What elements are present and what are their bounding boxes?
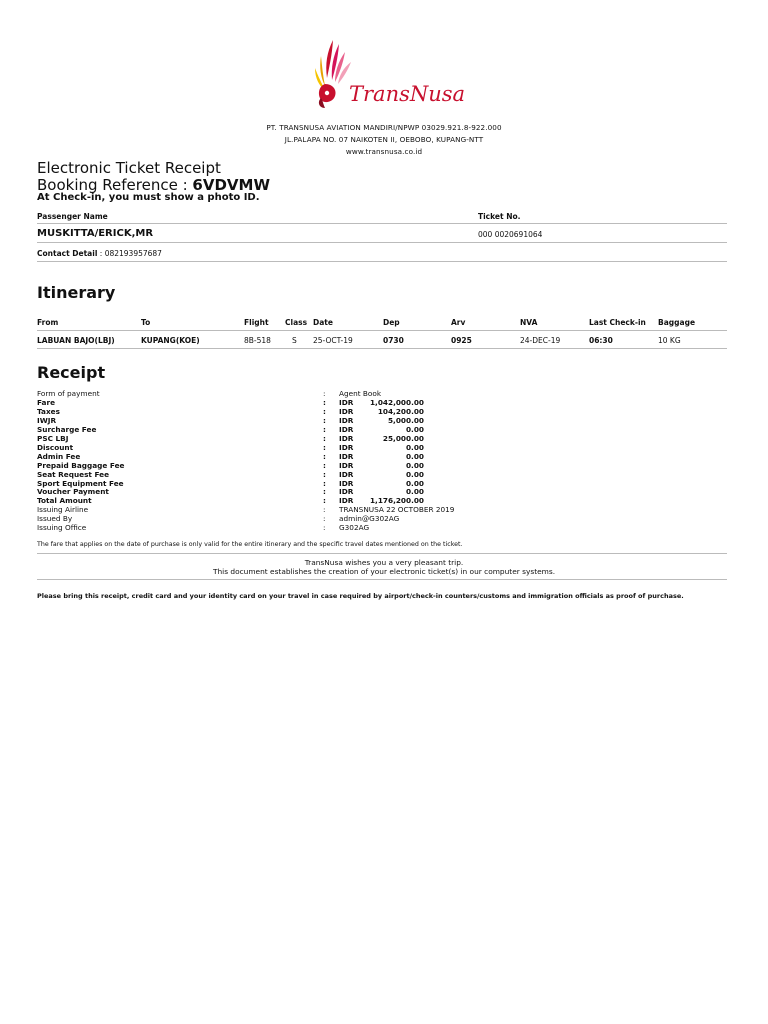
receipt-amount: 0.00 [405,424,424,434]
receipt-colon: : [323,487,326,497]
company-address: JL.PALAPA NO. 07 NAIKOTEN II, OEBOBO, KUPANG-NTT [284,135,484,144]
ticket-number: 000 0020691064 [478,230,543,239]
contact-detail-value: : 082193957687 [99,249,162,258]
col-from: From [37,318,59,327]
divider [37,579,727,580]
cell-nva: 24-DEC-19 [520,336,561,345]
divider [37,261,727,262]
receipt-colon: : [323,514,326,524]
receipt-currency: IDR [339,487,354,497]
col-baggage: Baggage [658,318,696,327]
receipt-label: Prepaid Baggage Fee [37,460,125,470]
contact-detail [37,249,162,258]
receipt-colon: : [323,433,326,443]
receipt-colon: : [323,460,326,470]
receipt-colon: : [323,523,326,533]
cell-arv: 0925 [451,336,472,345]
company-website: www.transnusa.co.id [345,147,423,156]
receipt-currency: IDR [339,496,354,506]
receipt-amount: 0.00 [405,442,424,452]
receipt-colon: : [323,451,326,461]
receipt-currency: IDR [339,451,354,461]
col-date: Date [313,318,333,327]
receipt-label: Sport Equipment Fee [37,478,124,488]
cell-to: KUPANG(KOE) [141,336,200,345]
receipt-colon: : [323,415,326,425]
receipt-currency: IDR [339,442,354,452]
receipt-amount: 1,042,000.00 [369,397,424,407]
cell-baggage: 10 KG [658,336,681,345]
receipt-label: Form of payment [37,389,100,398]
cell-dep: 0730 [383,336,404,345]
receipt-currency: IDR [339,397,354,407]
document-statement: This document establishes the creation of your electronic ticket(s) in our computer systems. [212,567,556,576]
cell-flight: 8B-518 [244,336,271,345]
receipt-amount: 0.00 [405,487,424,497]
receipt-value: Agent Book [339,389,382,398]
receipt-label: PSC LBJ [37,433,69,443]
ticket-no-label: Ticket No. [478,212,521,221]
divider [37,348,727,349]
receipt-amount: 5,000.00 [387,415,424,425]
receipt-currency: IDR [339,415,354,425]
receipt-amount: 0.00 [405,478,424,488]
company-line-1: PT. TRANSNUSA AVIATION MANDIRI/NPWP 03029.921.8-922.000 [266,123,502,132]
receipt-label: IWJR [37,415,57,425]
receipt-value: admin@G302AG [339,514,400,524]
receipt-amount: 104,200.00 [377,406,424,416]
col-class: Class [285,318,308,327]
receipt-value: TRANSNUSA 22 OCTOBER 2019 [339,505,455,515]
booking-reference-label: Booking Reference : [37,176,193,194]
cell-last-checkin: 06:30 [589,336,613,345]
divider [37,223,727,224]
divider [37,242,727,243]
col-nva: NVA [520,318,538,327]
contact-detail-label: Contact Detail [37,249,98,258]
col-flight: Flight [244,318,269,327]
receipt-amount: 0.00 [405,469,424,479]
receipt-label: Issuing Airline [37,505,89,515]
receipt-colon: : [323,406,326,416]
receipt-currency: IDR [339,406,354,416]
receipt-currency: IDR [339,460,354,470]
receipt-colon: : [323,496,326,506]
receipt-amount: 0.00 [405,451,424,461]
cockatoo-icon [305,38,355,118]
divider [37,553,727,554]
wish-message: TransNusa wishes you a very pleasant trip. [304,558,464,567]
receipt-amount: 25,000.00 [382,433,424,443]
col-arv: Arv [451,318,466,327]
cell-from: LABUAN BAJO(LBJ) [37,336,115,345]
receipt-colon: : [323,478,326,488]
cell-date: 25-OCT-19 [313,336,353,345]
receipt-currency: IDR [339,478,354,488]
col-to: To [141,318,151,327]
receipt-label: Surcharge Fee [37,424,97,434]
col-dep: Dep [383,318,400,327]
col-last-checkin: Last Check-in [589,318,646,327]
receipt-label: Issued By [37,514,73,524]
receipt-colon: : [323,469,326,479]
booking-reference-code: 6VDVMW [192,176,270,194]
receipt-colon: : [323,424,326,434]
transnusa-logo [305,38,465,118]
receipt-heading: Receipt [37,363,106,382]
receipt-label: Discount [37,442,74,452]
fare-note: The fare that applies on the date of purchase is only valid for the entire itinerary and the specific travel dates mentioned on the ticket. [37,541,463,548]
passenger-name: MUSKITTA/ERICK,MR [37,228,154,239]
brand-name: TransNusa [349,82,466,106]
receipt-label: Total Amount [37,496,92,506]
passenger-name-label: Passenger Name [37,212,108,221]
receipt-currency: IDR [339,433,354,443]
receipt-value: G302AG [339,523,370,533]
receipt-label: Issuing Office [37,523,87,533]
receipt-amount: 1,176,200.00 [369,496,424,506]
receipt-colon: : [323,389,326,398]
receipt-label: Fare [37,397,56,407]
divider [37,330,727,331]
receipt-label: Seat Request Fee [37,469,110,479]
receipt-colon: : [323,505,326,515]
receipt-currency: IDR [339,469,354,479]
receipt-currency: IDR [339,424,354,434]
receipt-colon: : [323,397,326,407]
cell-class: S [292,336,297,345]
receipt-label: Voucher Payment [37,487,109,497]
itinerary-heading: Itinerary [37,283,116,302]
bring-receipt-notice: Please bring this receipt, credit card and your identity card on your travel in case required by airport/check-in counters/customs and immigration officials as proof of purchase. [37,592,684,600]
receipt-label: Admin Fee [37,451,81,461]
receipt-colon: : [323,442,326,452]
photo-id-notice: At Check-in, you must show a photo ID. [37,192,260,203]
receipt-label: Taxes [37,406,60,416]
receipt-amount: 0.00 [405,460,424,470]
document-title: Electronic Ticket Receipt [37,159,221,177]
